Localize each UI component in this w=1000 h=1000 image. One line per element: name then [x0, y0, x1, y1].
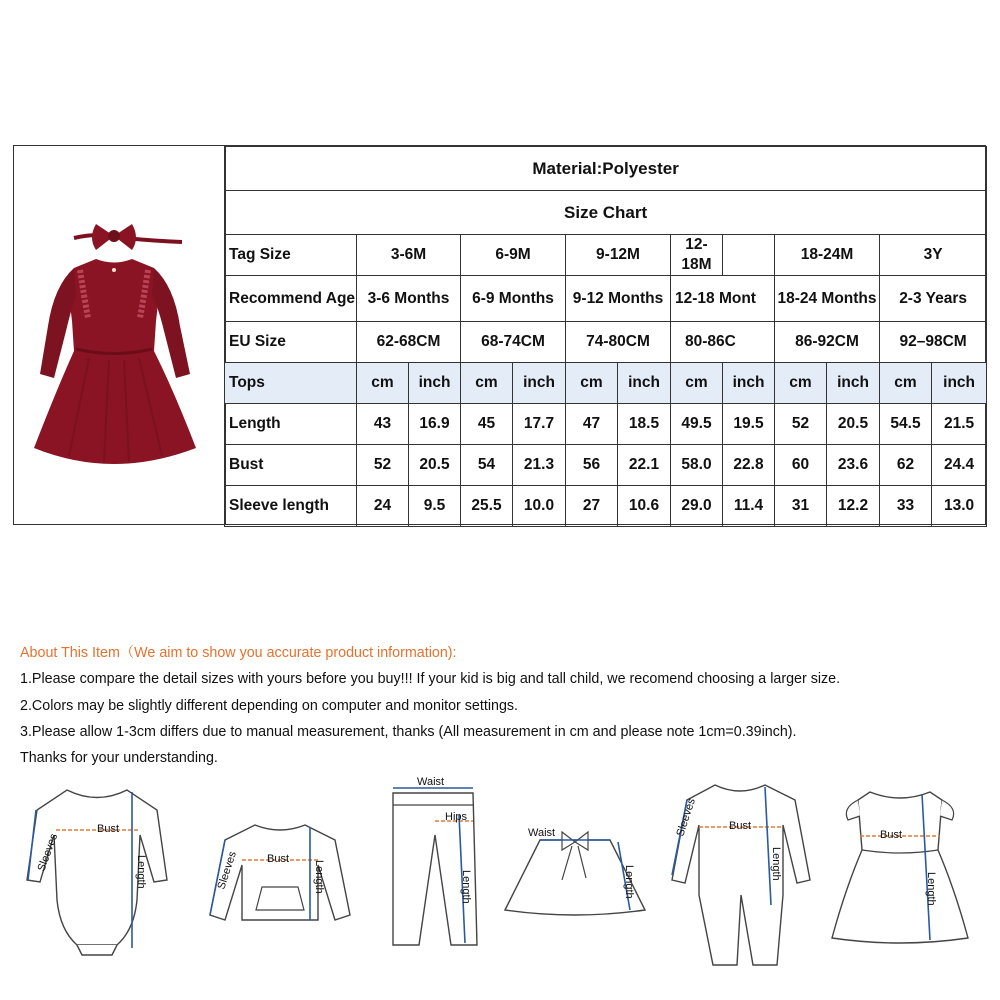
- bodysuit-bust-label: Bust: [97, 823, 120, 835]
- unit-cell: inch: [409, 363, 461, 404]
- table-cell: 20.5: [827, 404, 880, 445]
- table-cell: 92–98CM: [880, 322, 987, 363]
- table-cell: 22.1: [618, 445, 671, 486]
- table-cell: 24.4: [932, 445, 987, 486]
- tag-size-row: [225, 235, 987, 276]
- size-chart: [13, 145, 986, 525]
- table-cell: 21.5: [932, 404, 987, 445]
- table-cell: 60: [775, 445, 827, 486]
- table-cell: 49.5: [671, 404, 723, 445]
- sweatshirt-bust-label: Bust: [267, 853, 290, 865]
- romper-bust-label: Bust: [729, 820, 752, 832]
- skirt-diagram: [500, 820, 650, 920]
- table-cell: 56: [566, 445, 618, 486]
- bodysuit-length-label: Length: [135, 855, 147, 889]
- bodysuit-drawing: [22, 780, 172, 960]
- romper-sleeves-label: Sleeves: [674, 796, 698, 838]
- table-cell: 52: [357, 445, 409, 486]
- bust-row: [225, 445, 987, 486]
- table-cell: 27: [566, 486, 618, 527]
- table-cell: 12-18 Mont: [671, 276, 775, 322]
- unit-cell: inch: [932, 363, 987, 404]
- eu-size-row: [225, 322, 987, 363]
- unit-cell: cm: [671, 363, 723, 404]
- size-chart-heading: Size Chart: [225, 191, 987, 235]
- table-cell: 74-80CM: [566, 322, 671, 363]
- table-cell: 19.5: [723, 404, 775, 445]
- table-cell: 86-92CM: [775, 322, 880, 363]
- table-cell: 22.8: [723, 445, 775, 486]
- table-cell: 18-24 Months: [775, 276, 880, 322]
- table-cell: 45: [461, 404, 513, 445]
- unit-cell: cm: [461, 363, 513, 404]
- table-cell: 52: [775, 404, 827, 445]
- table-cell: 2-3 Years: [880, 276, 987, 322]
- bodysuit-sleeves-label: Sleeves: [35, 832, 61, 874]
- table-cell: 58.0: [671, 445, 723, 486]
- skirt-waist-label: Waist: [528, 827, 556, 839]
- dress-drawing: [830, 780, 970, 945]
- unit-cell: cm: [566, 363, 618, 404]
- row-label: Bust: [225, 445, 357, 486]
- table-cell: 10.0: [513, 486, 566, 527]
- table-cell: [723, 235, 775, 276]
- unit-cell: inch: [618, 363, 671, 404]
- table-cell: 18-24M: [775, 235, 880, 276]
- table-cell: 16.9: [409, 404, 461, 445]
- table-cell: 68-74CM: [461, 322, 566, 363]
- material-heading: Material:Polyester: [225, 147, 987, 191]
- pants-diagram: [385, 775, 485, 955]
- recommend-age-row: [225, 276, 987, 322]
- tops-units-row: [225, 363, 987, 404]
- skirt-drawing: [500, 820, 650, 920]
- table-cell: 54: [461, 445, 513, 486]
- unit-cell: inch: [723, 363, 775, 404]
- unit-cell: inch: [513, 363, 566, 404]
- unit-cell: inch: [827, 363, 880, 404]
- table-cell: 13.0: [932, 486, 987, 527]
- pants-hips-label: Hips: [445, 811, 468, 823]
- pants-length-label: Length: [460, 870, 472, 904]
- table-cell: 9-12 Months: [566, 276, 671, 322]
- table-cell: 3-6 Months: [357, 276, 461, 322]
- sweatshirt-drawing: [200, 815, 360, 935]
- row-label: Sleeve length: [225, 486, 357, 527]
- table-cell: 17.7: [513, 404, 566, 445]
- table-cell: 9-12M: [566, 235, 671, 276]
- unit-cell: cm: [775, 363, 827, 404]
- unit-cell: cm: [357, 363, 409, 404]
- table-cell: 33: [880, 486, 932, 527]
- dress-bust-label: Bust: [880, 829, 903, 841]
- sweatshirt-length-label: Length: [313, 860, 325, 894]
- table-cell: 25.5: [461, 486, 513, 527]
- table-cell: 24: [357, 486, 409, 527]
- table-cell: 31: [775, 486, 827, 527]
- about-title: About This Item（We aim to show you accurate product information):: [20, 645, 457, 661]
- length-row: [225, 404, 987, 445]
- table-cell: 21.3: [513, 445, 566, 486]
- size-table: [224, 146, 987, 527]
- romper-diagram: [665, 775, 815, 970]
- dress-length-label: Length: [925, 872, 937, 906]
- table-cell: 11.4: [723, 486, 775, 527]
- table-cell: 62-68CM: [357, 322, 461, 363]
- sweatshirt-diagram: [200, 815, 360, 935]
- table-cell: 6-9 Months: [461, 276, 566, 322]
- table-cell: 23.6: [827, 445, 880, 486]
- table-cell: 20.5: [409, 445, 461, 486]
- pants-drawing: [385, 775, 485, 955]
- table-cell: 29.0: [671, 486, 723, 527]
- about-line-3: 3.Please allow 1-3cm differs due to manual measurement, thanks (All measurement in cm and please note 1cm=0.39inch).: [20, 723, 797, 740]
- table-cell: 18.5: [618, 404, 671, 445]
- skirt-length-label: Length: [623, 865, 635, 899]
- red-dress-photo: [14, 146, 224, 524]
- table-cell: 9.5: [409, 486, 461, 527]
- row-label: Tops: [225, 363, 357, 404]
- table-cell: 43: [357, 404, 409, 445]
- about-line-2: 2.Colors may be slightly different depending on computer and monitor settings.: [20, 697, 519, 714]
- romper-length-label: Length: [770, 847, 782, 881]
- bodysuit-diagram: [22, 780, 172, 960]
- table-cell: 80-86C: [671, 322, 775, 363]
- table-cell: 47: [566, 404, 618, 445]
- sweatshirt-sleeves-label: Sleeves: [215, 849, 239, 891]
- sleeve-length-row: [225, 486, 987, 527]
- table-cell: 12.2: [827, 486, 880, 527]
- product-photo-cell: [14, 146, 226, 524]
- table-cell: 10.6: [618, 486, 671, 527]
- table-cell: 12-18M: [671, 235, 723, 276]
- table-cell: 6-9M: [461, 235, 566, 276]
- row-label: EU Size: [225, 322, 357, 363]
- row-label: Length: [225, 404, 357, 445]
- pants-waist-label: Waist: [417, 776, 445, 788]
- row-label: Tag Size: [225, 235, 357, 276]
- dress-diagram: [830, 780, 970, 945]
- romper-drawing: [665, 775, 815, 970]
- about-section: [20, 640, 990, 771]
- row-label: Recommend Age: [225, 276, 357, 322]
- about-line-1: 1.Please compare the detail sizes with yours before you buy!!! If your kid is big and tall child, we recomend choosing a larger size.: [20, 671, 841, 688]
- table-cell: 3Y: [880, 235, 987, 276]
- unit-cell: cm: [880, 363, 932, 404]
- table-cell: 62: [880, 445, 932, 486]
- table-cell: 54.5: [880, 404, 932, 445]
- about-line-4: Thanks for your understanding.: [20, 750, 218, 767]
- table-cell: 3-6M: [357, 235, 461, 276]
